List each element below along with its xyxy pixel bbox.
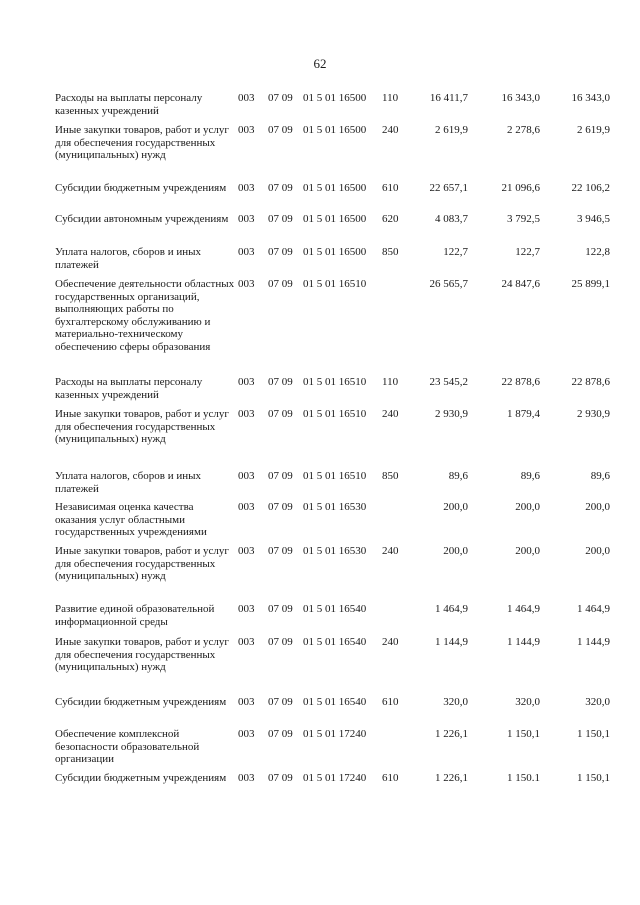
row-expense-type: 610 — [382, 772, 399, 784]
row-section-code: 07 09 — [268, 636, 293, 648]
row-admin-code: 003 — [238, 636, 255, 648]
page-number: 62 — [313, 56, 327, 71]
row-amount-year2: 200,0 — [515, 501, 540, 513]
row-amount-year3: 25 899,1 — [571, 278, 610, 290]
row-expense-type: 610 — [382, 696, 399, 708]
row-amount-year1: 16 411,7 — [429, 92, 468, 104]
row-name: Иные закупки товаров, работ и услуг для обеспечения государственных (муниципальных) нужд — [55, 636, 229, 673]
row-admin-code: 003 — [238, 772, 255, 784]
row-section-code: 07 09 — [268, 124, 293, 136]
row-amount-year2: 1 150,1 — [507, 728, 540, 740]
row-target-code: 01 5 01 16540 — [303, 603, 367, 615]
row-admin-code: 003 — [238, 603, 255, 615]
row-amount-year1: 1 226,1 — [435, 728, 468, 740]
row-expense-type: 620 — [382, 213, 399, 225]
row-amount-year2: 89,6 — [520, 470, 540, 482]
row-amount-year1: 89,6 — [448, 470, 468, 482]
row-expense-type: 240 — [382, 408, 399, 420]
row-expense-type: 110 — [382, 376, 399, 388]
row-amount-year2: 2 278,6 — [507, 124, 540, 136]
row-amount-year2: 22 878,6 — [501, 376, 540, 388]
row-name: Развитие единой образовательной информационной среды — [55, 603, 215, 628]
row-amount-year2: 1 150.1 — [507, 772, 540, 784]
row-amount-year3: 1 150,1 — [577, 728, 610, 740]
row-section-code: 07 09 — [268, 696, 293, 708]
row-target-code: 01 5 01 17240 — [303, 728, 367, 740]
row-admin-code: 003 — [238, 246, 255, 258]
row-target-code: 01 5 01 17240 — [303, 772, 367, 784]
row-section-code: 07 09 — [268, 772, 293, 784]
row-amount-year2: 1 144,9 — [507, 636, 540, 648]
row-section-code: 07 09 — [268, 278, 293, 290]
row-amount-year2: 1 879,4 — [507, 408, 540, 420]
row-section-code: 07 09 — [268, 376, 293, 388]
row-amount-year3: 200,0 — [585, 501, 610, 513]
row-amount-year1: 122,7 — [443, 246, 468, 258]
row-amount-year3: 2 930,9 — [577, 408, 610, 420]
row-amount-year3: 200,0 — [585, 545, 610, 557]
row-target-code: 01 5 01 16530 — [303, 501, 367, 513]
row-amount-year2: 24 847,6 — [501, 278, 540, 290]
row-name: Уплата налогов, сборов и иных платежей — [55, 470, 202, 495]
row-expense-type: 110 — [382, 92, 399, 104]
row-amount-year1: 1 144,9 — [435, 636, 468, 648]
row-admin-code: 003 — [238, 696, 255, 708]
row-amount-year3: 16 343,0 — [571, 92, 610, 104]
row-amount-year1: 320,0 — [443, 696, 468, 708]
row-expense-type: 240 — [382, 545, 399, 557]
row-amount-year1: 23 545,2 — [429, 376, 468, 388]
row-section-code: 07 09 — [268, 213, 293, 225]
row-target-code: 01 5 01 16510 — [303, 376, 367, 388]
row-amount-year3: 2 619,9 — [577, 124, 610, 136]
row-target-code: 01 5 01 16530 — [303, 545, 367, 557]
row-name: Расходы на выплаты персоналу казенных учреждений — [55, 376, 203, 401]
row-admin-code: 003 — [238, 376, 255, 388]
row-name: Субсидии автономным учреждениям — [55, 213, 229, 225]
row-section-code: 07 09 — [268, 603, 293, 615]
row-amount-year1: 2 619,9 — [435, 124, 468, 136]
row-section-code: 07 09 — [268, 408, 293, 420]
row-section-code: 07 09 — [268, 182, 293, 194]
row-amount-year1: 200,0 — [443, 545, 468, 557]
row-target-code: 01 5 01 16540 — [303, 696, 367, 708]
row-target-code: 01 5 01 16510 — [303, 278, 367, 290]
row-name: Иные закупки товаров, работ и услуг для обеспечения государственных (муниципальных) нужд — [55, 545, 229, 582]
row-name: Субсидии бюджетным учреждениям — [55, 696, 227, 708]
row-amount-year3: 22 106,2 — [571, 182, 610, 194]
row-name: Обеспечение деятельности областных государственных организаций, выполняющих работы по бухгалтерскому обслуживанию и материально-техническому обеспечению сферы образования — [55, 278, 235, 353]
row-target-code: 01 5 01 16510 — [303, 408, 367, 420]
row-section-code: 07 09 — [268, 501, 293, 513]
row-admin-code: 003 — [238, 470, 255, 482]
row-admin-code: 003 — [238, 92, 255, 104]
row-expense-type: 850 — [382, 246, 399, 258]
row-amount-year1: 26 565,7 — [429, 278, 468, 290]
row-name: Иные закупки товаров, работ и услуг для обеспечения государственных (муниципальных) нужд — [55, 408, 229, 445]
row-name: Расходы на выплаты персоналу казенных учреждений — [55, 92, 203, 117]
row-amount-year2: 16 343,0 — [501, 92, 540, 104]
row-admin-code: 003 — [238, 124, 255, 136]
row-admin-code: 003 — [238, 728, 255, 740]
row-section-code: 07 09 — [268, 728, 293, 740]
row-admin-code: 003 — [238, 408, 255, 420]
row-amount-year1: 4 083,7 — [435, 213, 468, 225]
row-target-code: 01 5 01 16540 — [303, 636, 367, 648]
row-amount-year3: 89,6 — [590, 470, 610, 482]
row-amount-year3: 122,8 — [585, 246, 610, 258]
row-name: Уплата налогов, сборов и иных платежей — [55, 246, 202, 271]
row-expense-type: 240 — [382, 124, 399, 136]
row-admin-code: 003 — [238, 501, 255, 513]
row-target-code: 01 5 01 16500 — [303, 213, 367, 225]
row-amount-year2: 122,7 — [515, 246, 540, 258]
row-amount-year1: 22 657,1 — [429, 182, 468, 194]
row-amount-year3: 320,0 — [585, 696, 610, 708]
row-expense-type: 610 — [382, 182, 399, 194]
row-amount-year2: 320,0 — [515, 696, 540, 708]
row-name: Субсидии бюджетным учреждениям — [55, 772, 227, 784]
row-section-code: 07 09 — [268, 545, 293, 557]
row-amount-year3: 1 144,9 — [577, 636, 610, 648]
row-section-code: 07 09 — [268, 470, 293, 482]
row-expense-type: 240 — [382, 636, 399, 648]
row-target-code: 01 5 01 16500 — [303, 182, 367, 194]
row-section-code: 07 09 — [268, 92, 293, 104]
row-amount-year1: 1 464,9 — [435, 603, 468, 615]
row-amount-year3: 22 878,6 — [571, 376, 610, 388]
row-target-code: 01 5 01 16500 — [303, 92, 367, 104]
row-admin-code: 003 — [238, 182, 255, 194]
row-amount-year2: 1 464,9 — [507, 603, 540, 615]
row-amount-year1: 1 226,1 — [435, 772, 468, 784]
row-amount-year3: 3 946,5 — [577, 213, 610, 225]
row-name: Обеспечение комплексной безопасности образовательной организации — [55, 728, 200, 765]
row-target-code: 01 5 01 16500 — [303, 246, 367, 258]
row-admin-code: 003 — [238, 213, 255, 225]
row-section-code: 07 09 — [268, 246, 293, 258]
row-amount-year2: 200,0 — [515, 545, 540, 557]
row-expense-type: 850 — [382, 470, 399, 482]
row-amount-year3: 1 150,1 — [577, 772, 610, 784]
row-admin-code: 003 — [238, 545, 255, 557]
row-admin-code: 003 — [238, 278, 255, 290]
row-target-code: 01 5 01 16500 — [303, 124, 367, 136]
row-name: Независимая оценка качества оказания услуг областными государственных учреждениями — [55, 501, 207, 538]
row-amount-year2: 3 792,5 — [507, 213, 540, 225]
row-name: Субсидии бюджетным учреждениям — [55, 182, 227, 194]
row-amount-year1: 2 930,9 — [435, 408, 468, 420]
row-amount-year3: 1 464,9 — [577, 603, 610, 615]
row-amount-year2: 21 096,6 — [501, 182, 540, 194]
row-target-code: 01 5 01 16510 — [303, 470, 367, 482]
row-name: Иные закупки товаров, работ и услуг для обеспечения государственных (муниципальных) нужд — [55, 124, 229, 161]
row-amount-year1: 200,0 — [443, 501, 468, 513]
